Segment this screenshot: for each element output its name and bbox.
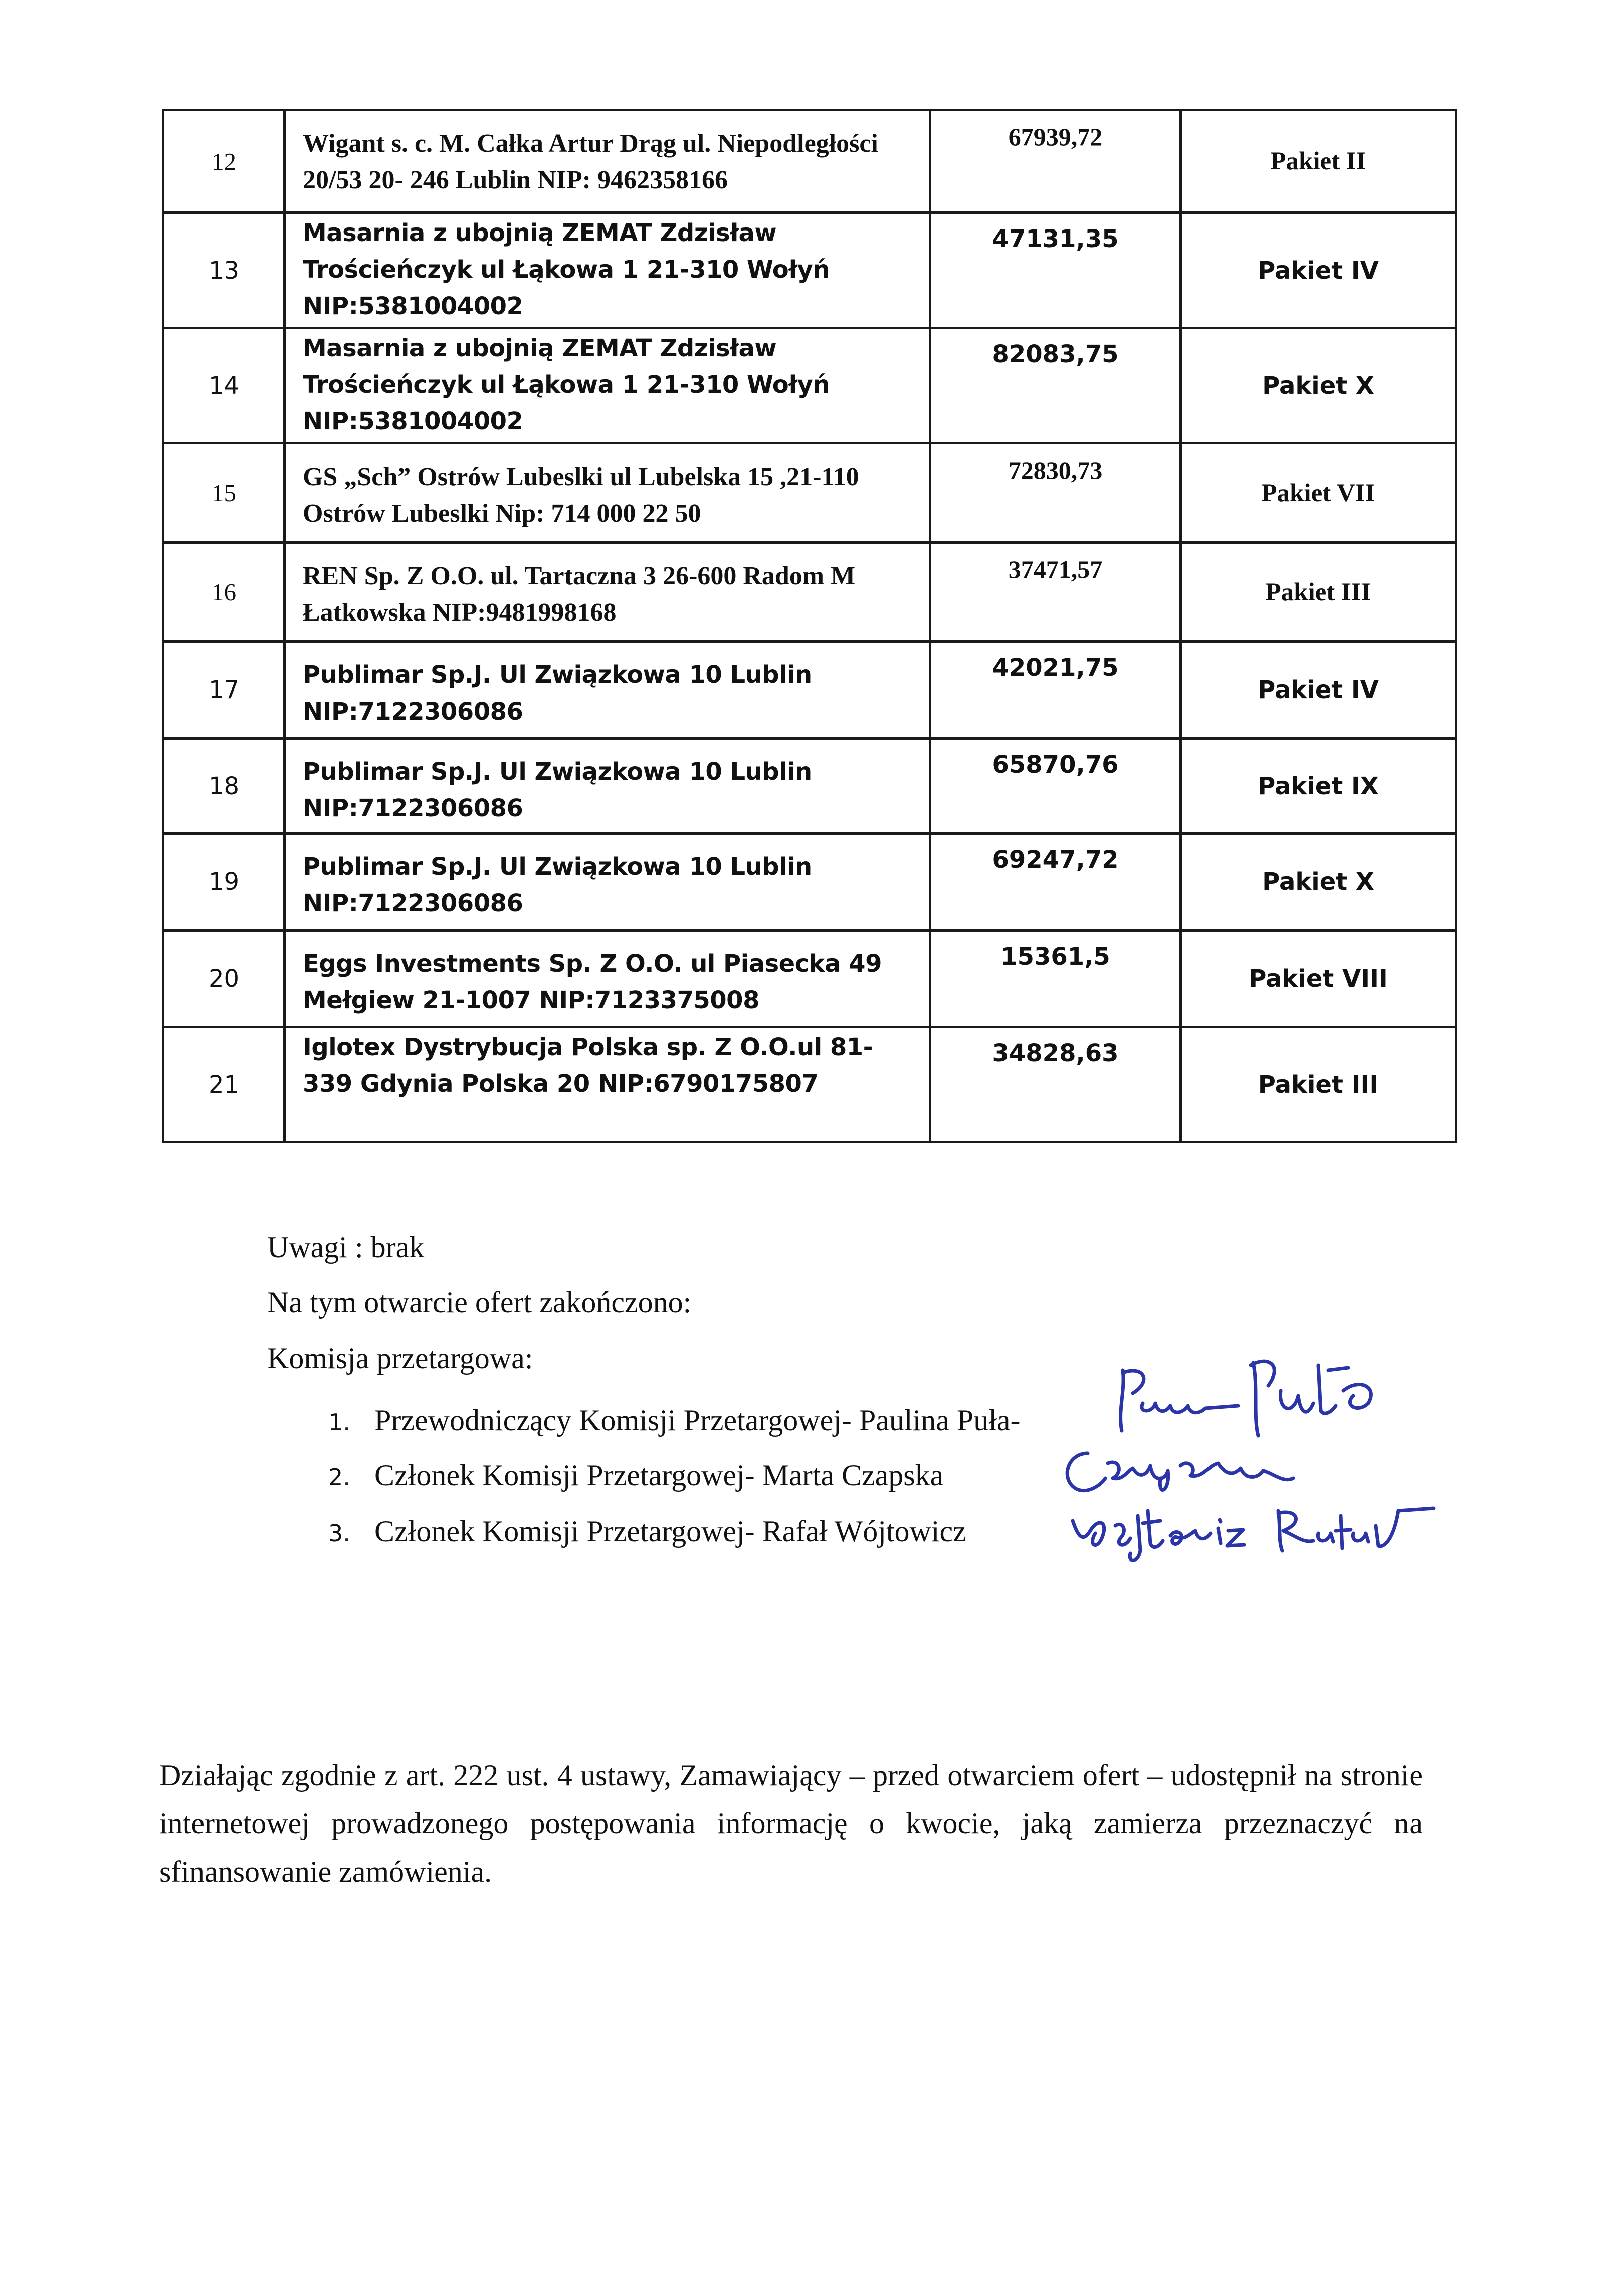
committee-member	[328, 1458, 943, 1493]
row-number: 18	[163, 739, 285, 834]
bidder-name: Iglotex Dystrybucja Polska sp. Z O.O.ul 81-339 Gdynia Polska 20 NIP:6790175807	[285, 1027, 930, 1142]
row-number: 19	[163, 834, 285, 931]
offer-amount: 15361,5	[930, 931, 1181, 1027]
package-label: Pakiet IX	[1181, 739, 1456, 834]
package-label: Pakiet II	[1181, 110, 1456, 213]
row-number: 16	[163, 543, 285, 642]
committee-member	[328, 1403, 1021, 1438]
offer-amount: 82083,75	[930, 328, 1181, 443]
table-row	[163, 543, 1456, 642]
bidder-name: Publimar Sp.J. Ul Związkowa 10 Lublin NIP:7122306086	[285, 642, 930, 739]
row-number: 14	[163, 328, 285, 443]
member-number: 3.	[328, 1520, 350, 1547]
offer-amount: 72830,73	[930, 443, 1181, 543]
package-label: Pakiet IV	[1181, 213, 1456, 328]
table-row	[163, 642, 1456, 739]
table-row	[163, 213, 1456, 328]
closing-text: Na tym otwarcie ofert zakończono:	[267, 1286, 692, 1319]
signature-wojtowicz	[1068, 1496, 1439, 1571]
remarks-text: Uwagi : brak	[267, 1231, 425, 1264]
offer-amount: 65870,76	[930, 739, 1181, 834]
member-text: Przewodniczący Komisji Przetargowej- Paulina Puła-	[374, 1404, 1021, 1437]
member-text: Członek Komisji Przetargowej- Marta Czapska	[374, 1459, 944, 1492]
row-number: 17	[163, 642, 285, 739]
bidder-name: Masarnia z ubojnią ZEMAT Zdzisław Trościeńczyk ul Łąkowa 1 21-310 Wołyń NIP:5381004002	[285, 328, 930, 443]
signature-pula	[1108, 1355, 1388, 1441]
package-label: Pakiet IV	[1181, 642, 1456, 739]
offer-amount: 47131,35	[930, 213, 1181, 328]
budget-disclosure-paragraph: Działając zgodnie z art. 222 ust. 4 ustawy, Zamawiający – przed otwarciem ofert – udostępnił na stronie internetowej prowadzonego postępowania informację o kwocie, jaką zamierza przeznaczyć na sfinansowanie zamówienia.	[159, 1759, 1423, 1888]
package-label: Pakiet III	[1181, 1027, 1456, 1142]
row-number: 21	[163, 1027, 285, 1142]
bidder-name: GS „Sch” Ostrów Lubeslki ul Lubelska 15 ,21-110 Ostrów Lubeslki Nip: 714 000 22 50	[285, 443, 930, 543]
row-number: 20	[163, 931, 285, 1027]
bidder-name: Publimar Sp.J. Ul Związkowa 10 Lublin NIP:7122306086	[285, 834, 930, 931]
package-label: Pakiet VII	[1181, 443, 1456, 543]
offers-table	[162, 109, 1457, 1143]
offer-amount: 69247,72	[930, 834, 1181, 931]
table-row	[163, 328, 1456, 443]
offer-amount: 42021,75	[930, 642, 1181, 739]
row-number: 12	[163, 110, 285, 213]
member-text: Członek Komisji Przetargowej- Rafał Wójtowicz	[374, 1515, 966, 1548]
table-row	[163, 443, 1456, 543]
bidder-name: Wigant s. c. M. Całka Artur Drąg ul. Niepodległości 20/53 20- 246 Lublin NIP: 9462358166	[285, 110, 930, 213]
signature-czapska	[1058, 1443, 1308, 1503]
bidder-name: Publimar Sp.J. Ul Związkowa 10 Lublin NIP:7122306086	[285, 739, 930, 834]
package-label: Pakiet X	[1181, 328, 1456, 443]
table-row	[163, 834, 1456, 931]
table-row	[163, 931, 1456, 1027]
row-number: 15	[163, 443, 285, 543]
member-number: 2.	[328, 1464, 350, 1491]
offer-amount: 37471,57	[930, 543, 1181, 642]
package-label: Pakiet VIII	[1181, 931, 1456, 1027]
bidder-name: Eggs Investments Sp. Z O.O. ul Piasecka 49 Mełgiew 21-1007 NIP:7123375008	[285, 931, 930, 1027]
package-label: Pakiet X	[1181, 834, 1456, 931]
table-row	[163, 110, 1456, 213]
committee-heading: Komisja przetargowa:	[267, 1342, 533, 1375]
bidder-name: REN Sp. Z O.O. ul. Tartaczna 3 26-600 Radom M Łatkowska NIP:9481998168	[285, 543, 930, 642]
bidder-name: Masarnia z ubojnią ZEMAT Zdzisław Trościeńczyk ul Łąkowa 1 21-310 Wołyń NIP:5381004002	[285, 213, 930, 328]
offer-amount: 67939,72	[930, 110, 1181, 213]
package-label: Pakiet III	[1181, 543, 1456, 642]
member-number: 1.	[328, 1409, 350, 1436]
row-number: 13	[163, 213, 285, 328]
table-row	[163, 739, 1456, 834]
committee-member	[328, 1514, 966, 1549]
offer-amount: 34828,63	[930, 1027, 1181, 1142]
table-row	[163, 1027, 1456, 1142]
